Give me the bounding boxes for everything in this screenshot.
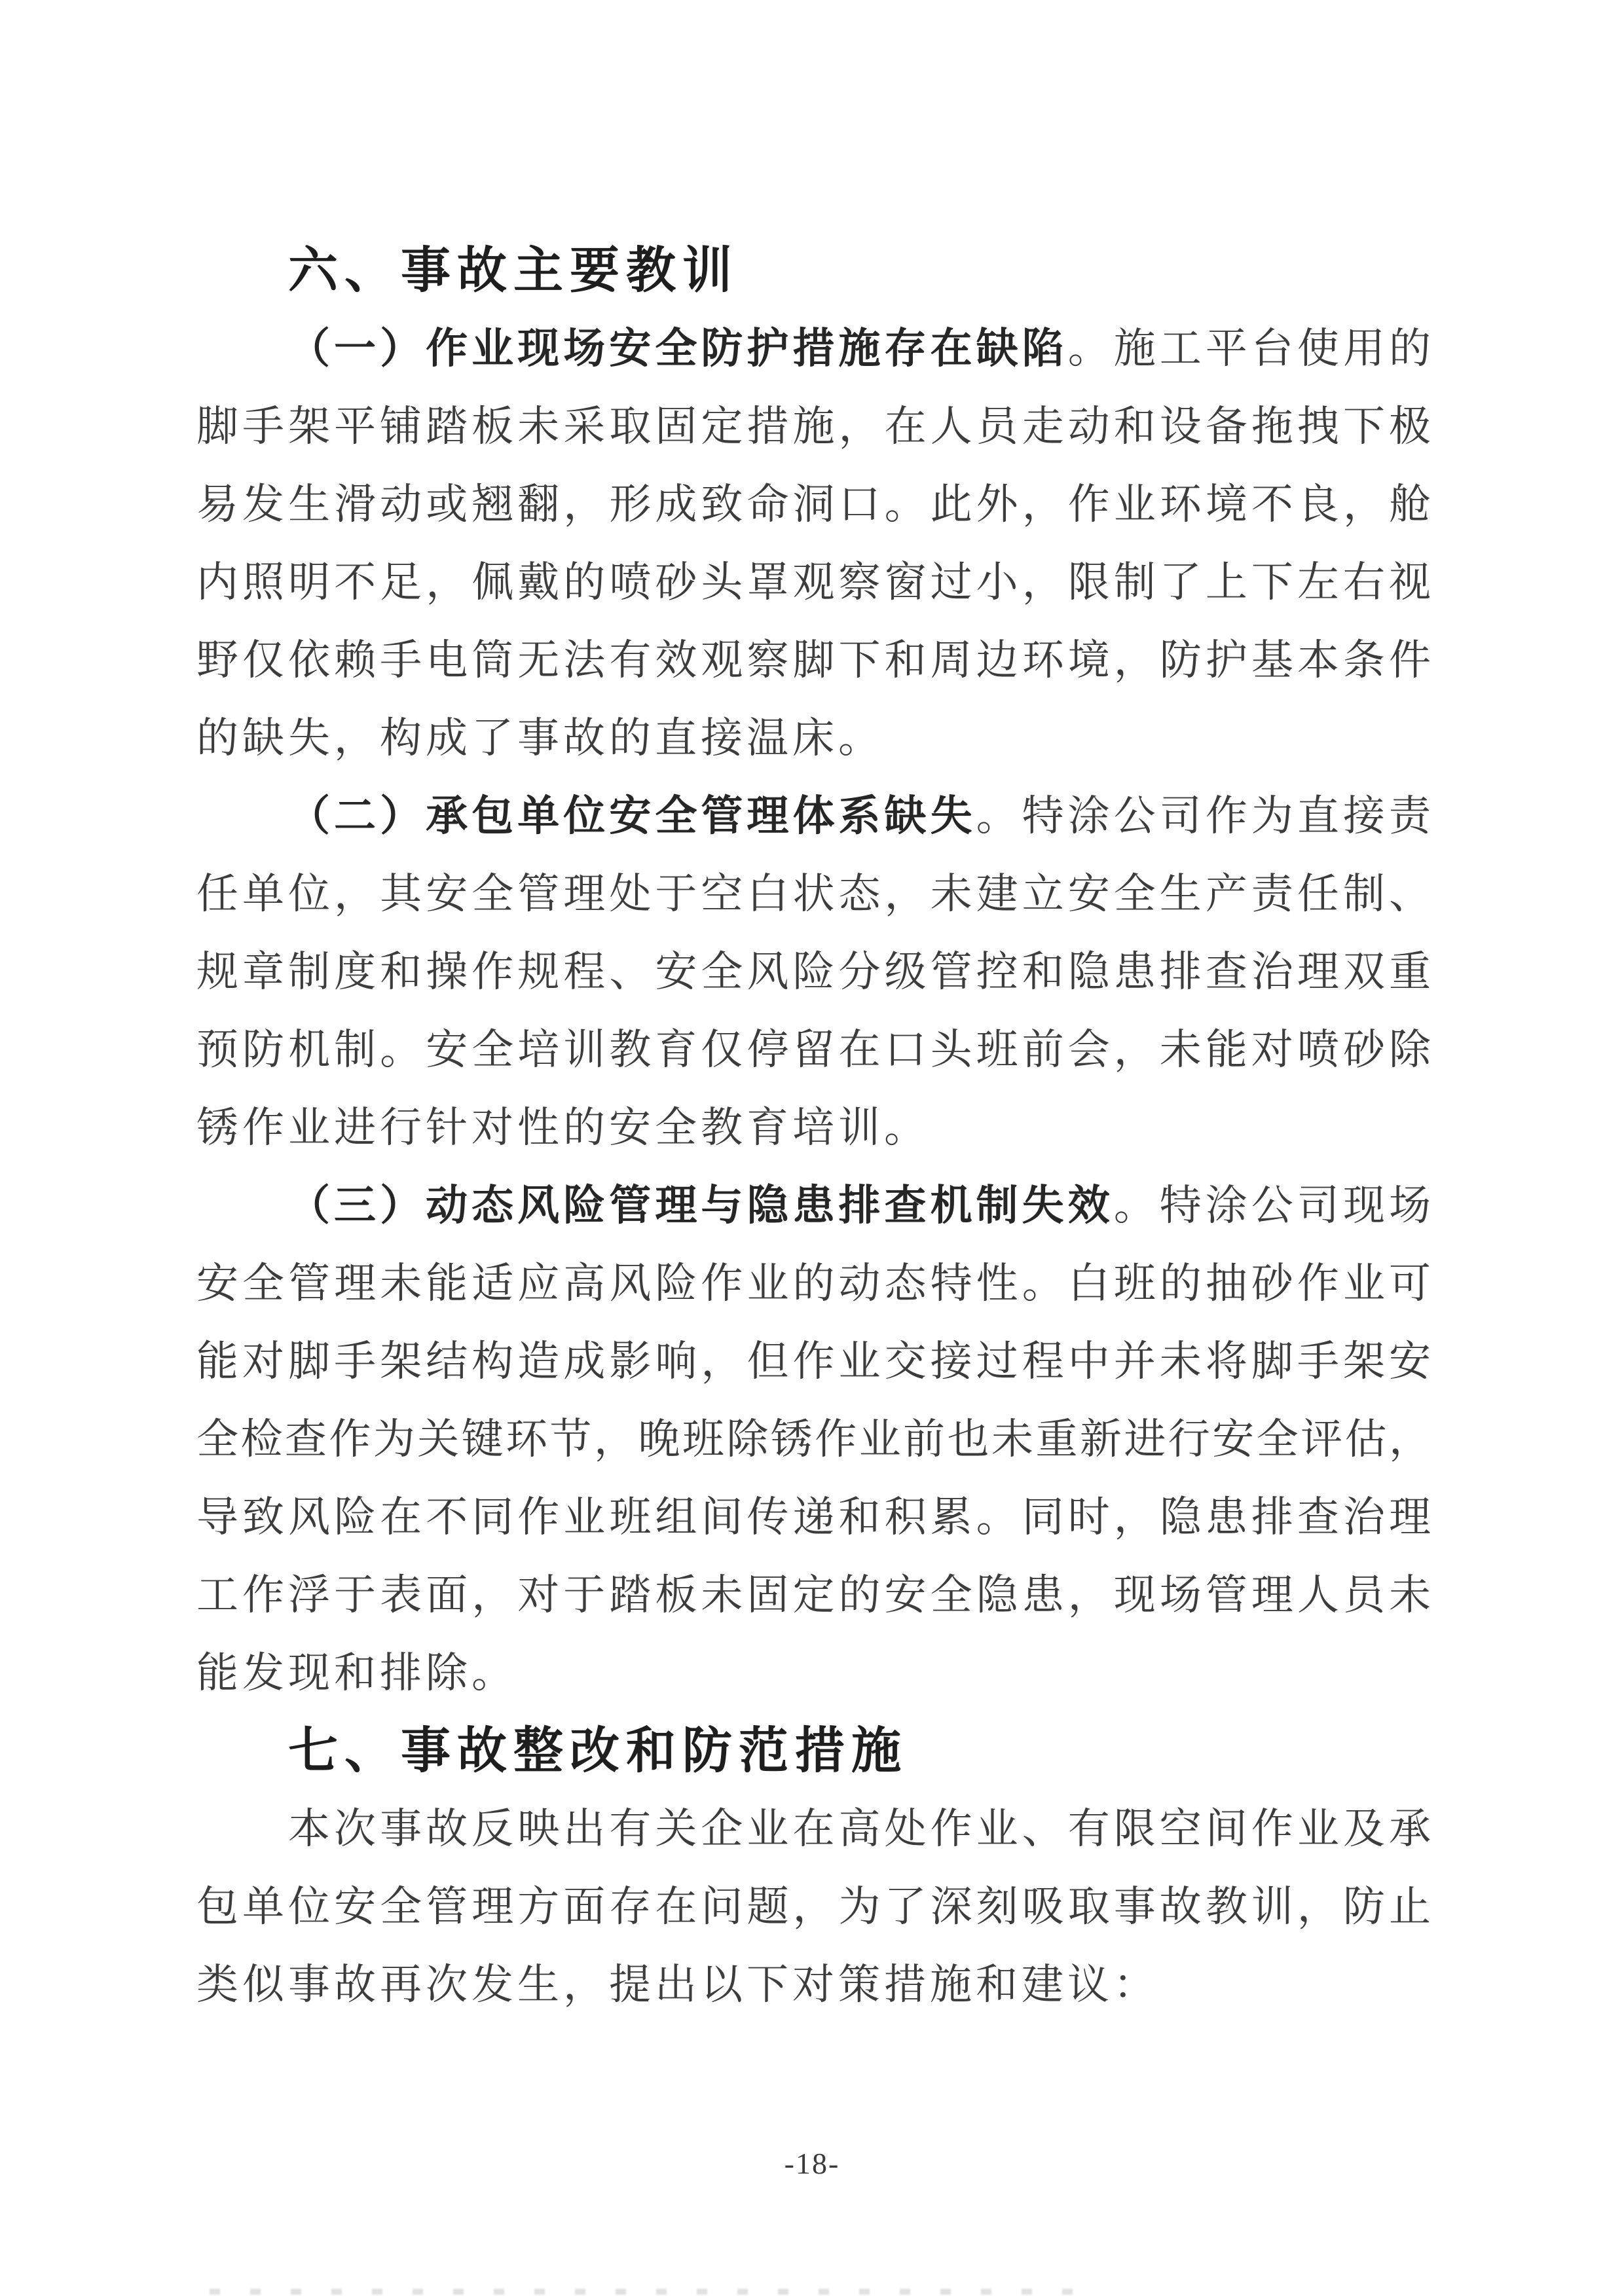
body-line	[196, 855, 1431, 933]
line-text: 全检查作为关键环节，晚班除锈作业前也未重新进行安全评估，	[196, 1416, 1431, 1463]
body-line	[196, 1868, 1431, 1946]
line-text: 导致风险在不同作业班组间传递和积累。同时，隐患排查治理	[196, 1494, 1431, 1540]
line-text: 七、事故整改和防范措施	[288, 1723, 908, 1779]
body-line	[196, 777, 1431, 855]
body-line	[196, 1011, 1431, 1089]
body-line	[196, 1634, 1431, 1712]
page-number: -18-	[784, 2147, 840, 2180]
line-text: 六、事故主要教训	[288, 243, 739, 299]
line-text: 脚手架平铺踏板未采取固定措施，在人员走动和设备拖拽下极	[196, 403, 1431, 450]
body-line	[196, 699, 1431, 777]
line-text: 。施工平台使用的	[1067, 325, 1431, 372]
section-heading	[196, 1712, 1431, 1790]
body-line	[196, 621, 1431, 699]
line-text: 类似事故再次发生，提出以下对策措施和建议：	[196, 1961, 1159, 2008]
body-line	[196, 1556, 1431, 1634]
body-line	[196, 1478, 1431, 1556]
body-line	[196, 1089, 1431, 1167]
document-lines	[196, 232, 1431, 2024]
line-text: 易发生滑动或翘翻，形成致命洞口。此外，作业环境不良，舱	[196, 481, 1431, 528]
body-line	[196, 1946, 1431, 2024]
body-line	[196, 1322, 1431, 1400]
body-line	[196, 1167, 1431, 1245]
line-text: 。特涂公司作为直接责	[976, 793, 1431, 839]
body-line	[196, 1790, 1431, 1868]
body-line	[196, 1400, 1431, 1478]
line-text: 的缺失，构成了事故的直接温床。	[196, 715, 884, 761]
line-text: 本次事故反映出有关企业在高处作业、有限空间作业及承	[288, 1806, 1431, 1852]
body-line	[196, 543, 1431, 621]
line-text: 锈作业进行针对性的安全教育培训。	[196, 1104, 930, 1151]
section-heading	[196, 232, 1431, 310]
line-text: 内照明不足，佩戴的喷砂头罩观察窗过小，限制了上下左右视	[196, 559, 1431, 606]
line-text: 。特涂公司现场	[1113, 1182, 1431, 1229]
line-text: 能发现和排除。	[196, 1650, 517, 1696]
bold-lead-text: （一）作业现场安全防护措施存在缺陷	[288, 325, 1068, 372]
line-text: 包单位安全管理方面存在问题，为了深刻吸取事故教训，防止	[196, 1884, 1431, 1930]
body-line	[196, 465, 1431, 543]
bold-lead-text: （二）承包单位安全管理体系缺失	[288, 793, 976, 839]
body-line	[196, 933, 1431, 1011]
line-text: 工作浮于表面，对于踏板未固定的安全隐患，现场管理人员未	[196, 1572, 1431, 1618]
body-line	[196, 1245, 1431, 1322]
line-text: 安全管理未能适应高风险作业的动态特性。白班的抽砂作业可	[196, 1260, 1431, 1307]
bold-lead-text: （三）动态风险管理与隐患排查机制失效	[288, 1182, 1114, 1229]
document-body	[196, 232, 1431, 2024]
body-line	[196, 310, 1431, 388]
line-text: 预防机制。安全培训教育仅停留在口头班前会，未能对喷砂除	[196, 1027, 1431, 1073]
line-text: 任单位，其安全管理处于空白状态，未建立安全生产责任制、	[196, 871, 1431, 917]
scan-artifact	[210, 2289, 1087, 2295]
line-text: 规章制度和操作规程、安全风险分级管控和隐患排查治理双重	[196, 949, 1431, 995]
line-text: 野仅依赖手电筒无法有效观察脚下和周边环境，防护基本条件	[196, 637, 1431, 683]
body-line	[196, 388, 1431, 465]
line-text: 能对脚手架结构造成影响，但作业交接过程中并未将脚手架安	[196, 1338, 1431, 1385]
